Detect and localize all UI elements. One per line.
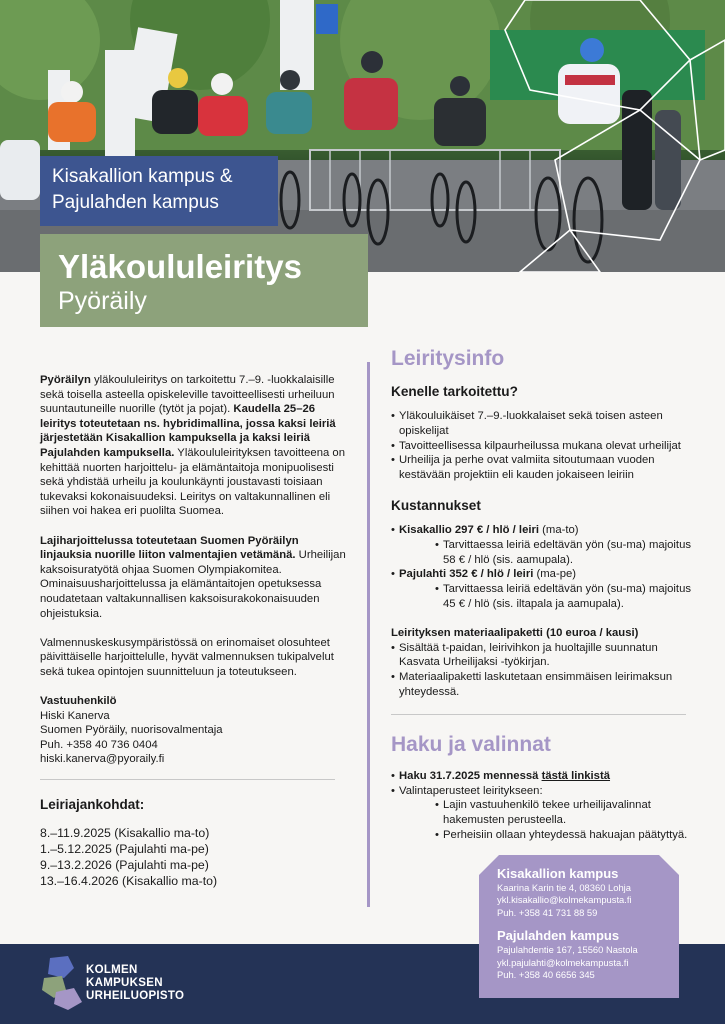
criteria-label: • Valintaperusteet leiritykseen: bbox=[391, 784, 696, 799]
logo-line: KAMPUKSEN bbox=[86, 977, 163, 989]
column-divider bbox=[367, 362, 370, 907]
page-title: Yläkoululeiritys bbox=[58, 248, 302, 285]
list-item: • Urheilija ja perhe ovat valmiita sitoutumaan vuoden kestävään projektiin eli kauden jokaiseen leiriin bbox=[391, 453, 696, 483]
kisakallio-phone: Puh. +358 41 731 88 59 bbox=[497, 906, 598, 918]
contact-email[interactable]: hiski.kanerva@pyoraily.fi bbox=[40, 753, 165, 766]
pajulahti-address: Pajulahdentie 167, 15560 Nastola bbox=[497, 944, 638, 956]
date-item: 9.–13.2.2026 (Pajulahti ma-pe) bbox=[40, 858, 209, 873]
info-heading: Leiritysinfo bbox=[391, 347, 505, 370]
contact-title: Vastuuhenkilö bbox=[40, 695, 117, 708]
intro-paragraph bbox=[40, 373, 347, 519]
date-item: 13.–16.4.2026 (Kisakallio ma-to) bbox=[40, 874, 218, 889]
pajulahti-phone: Puh. +358 40 6656 345 bbox=[497, 969, 595, 981]
cost-kisakallio bbox=[391, 523, 696, 538]
campus-line-2: Pajulahden kampus bbox=[52, 192, 219, 213]
logo-line: KOLMEN bbox=[86, 964, 138, 976]
contact-person bbox=[40, 694, 347, 767]
spacer bbox=[497, 919, 661, 927]
environment-paragraph: Valmennuskeskusympäristössä on erinomaiset olosuhteet päivittäiselle harjoittelulle, hyvät valmennuksen tukipalvelut sekä tukea opintojen suunnitteluun ja toteutukseen. bbox=[40, 636, 334, 678]
contact-name: Hiski Kanerva bbox=[40, 709, 110, 722]
intro-text-b: Yläkoululeirityksen tavoitteena on kehittää nuorten harjoittelu- ja elämäntaitoja monipuolisesti sekä yhdistää urheilu ja koulunkäynti joustavasti toisiaan tukevaksi kokonaisuudeksi. Leiritys on valtakunnallinen eli siihen voi hakea eri puolilta Suomea. bbox=[40, 446, 345, 518]
criteria-item: • Perheisiin ollaan yhteydessä hakuajan päätyttyä. bbox=[391, 828, 696, 843]
date-item: 1.–5.12.2025 (Pajulahti ma-pe) bbox=[40, 841, 209, 856]
intro-lead: Pyöräilyn bbox=[40, 374, 91, 386]
material-list bbox=[391, 641, 696, 700]
right-column bbox=[391, 345, 696, 843]
list-item: • Yläkouluikäiset 7.–9.-luokkalaiset sekä toisen asteen opiskelijat bbox=[391, 409, 696, 439]
pajulahti-name: Pajulahden kampus bbox=[497, 928, 620, 944]
intro-text-a: yläkoululeiritys on tarkoitettu 7.–9. -luokkalaisille sekä toisella asteella opiskeleville tavoitteellisesti urheiluun suuntautuneille nuorille (tytöt ja pojat). bbox=[40, 374, 335, 416]
kisakallio-email[interactable]: ykl.kisakallio@kolmekampusta.fi bbox=[497, 894, 632, 906]
list-item: • Sisältää t-paidan, leirivihkon ja huoltajille suunnatun Kasvata Urheilijaksi -työkirjan. bbox=[391, 641, 696, 671]
apply-heading: Haku ja valinnat bbox=[391, 732, 551, 756]
criteria-item: • Lajin vastuuhenkilö tekee urheilijavalinnat hakemusten perusteella. bbox=[391, 798, 696, 828]
cycling-race-illustration bbox=[0, 0, 725, 272]
kisakallio-address: Kaarina Karin tie 4, 08360 Lohja bbox=[497, 882, 631, 893]
divider bbox=[40, 779, 335, 780]
material-heading: Leirityksen materiaalipaketti (10 euroa / kausi) bbox=[391, 626, 639, 639]
page-subtitle: Pyöräily bbox=[58, 287, 147, 315]
cost-pajulahti-days: (ma-pe) bbox=[533, 568, 577, 581]
intro-highlight: Kaudella 25–26 leiritys toteutetaan ns. hybridimallina, jossa kaksi leiriä järjestetään Kisakallion kampuksella ja kaksi leiriä Pajulahden kampuksella. bbox=[40, 403, 336, 459]
cost-pajulahti bbox=[391, 567, 696, 582]
pajulahti-email[interactable]: ykl.pajulahti@kolmekampusta.fi bbox=[497, 956, 629, 968]
contact-phone: Puh. +358 40 736 0404 bbox=[40, 738, 158, 751]
target-heading: Kenelle tarkoitettu? bbox=[391, 384, 518, 399]
cost-pajulahti-price: Pajulahti 352 € / hlö / leiri bbox=[399, 568, 534, 581]
training-paragraph bbox=[40, 534, 347, 622]
campus-line-1: Kisakallion kampus & bbox=[52, 166, 233, 187]
training-text: Urheilijan kaksoisuratyötä ohjaa Suomen Olympiakomitea. Ominaisuusharjoittelussa ja elämäntaitojen opetuksessa noudatetaan valtakunnallisen kaksoisurakokonaisuuden ohjeistuksia. bbox=[40, 549, 346, 620]
left-column bbox=[40, 373, 347, 889]
dates-title: Leiriajankohdat: bbox=[40, 797, 145, 813]
costs-list bbox=[391, 523, 696, 612]
training-highlight: Lajiharjoittelussa toteutetaan Suomen Pyöräilyn linjauksia nuorille liiton valmentajien vetämänä. bbox=[40, 534, 299, 562]
costs-heading: Kustannukset bbox=[391, 497, 481, 513]
apply-list bbox=[391, 769, 696, 843]
kisakallio-name: Kisakallion kampus bbox=[497, 866, 619, 881]
cost-kisakallio-extra: • Tarvittaessa leiriä edeltävän yön (su-ma) majoitus 58 € / hlö (sis. aamupala). bbox=[391, 538, 696, 568]
campus-label bbox=[40, 156, 278, 226]
cost-pajulahti-extra: • Tarvittaessa leiriä edeltävän yön (su-ma) majoitus 45 € / hlö (sis. iltapala ja aamupala). bbox=[391, 582, 696, 612]
apply-link[interactable]: tästä linkistä bbox=[541, 769, 611, 782]
list-item: • Materiaalipaketti laskutetaan ensimmäisen leirimaksun yhteydessä. bbox=[391, 670, 696, 700]
cost-kisakallio-days: (ma-to) bbox=[539, 523, 579, 536]
divider bbox=[391, 714, 686, 715]
logo-text bbox=[86, 964, 184, 1003]
hero-photo bbox=[0, 0, 725, 272]
apply-deadline bbox=[391, 769, 696, 784]
list-item: • Tavoitteellisessa kilpaurheilussa mukana olevat urheilijat bbox=[391, 439, 696, 454]
logo-line: URHEILUOPISTO bbox=[86, 990, 185, 1002]
date-item: 8.–11.9.2025 (Kisakallio ma-to) bbox=[40, 825, 210, 840]
campus-contact-box bbox=[479, 855, 679, 998]
title-box bbox=[40, 234, 368, 327]
cost-kisakallio-price: Kisakallio 297 € / hlö / leiri bbox=[399, 523, 540, 536]
apply-deadline-text: Haku 31.7.2025 mennessä bbox=[399, 769, 542, 782]
contact-role: Suomen Pyöräily, nuorisovalmentaja bbox=[40, 724, 223, 737]
logo-icon bbox=[42, 956, 84, 1010]
target-list bbox=[391, 409, 696, 483]
